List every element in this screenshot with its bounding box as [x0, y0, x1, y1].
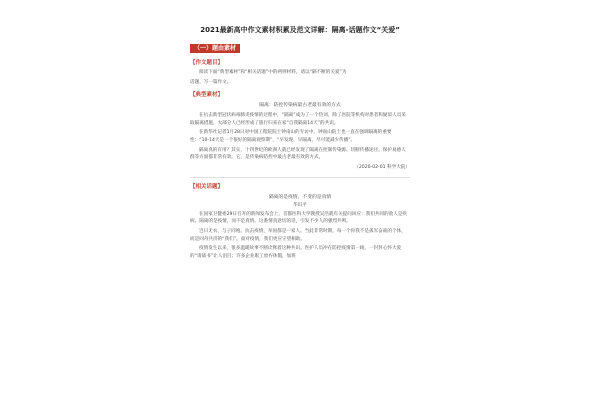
material-paragraph-1: 在抗击新型冠状病毒肺炎疫情的过程中，“隔离”成为了一个热词，除了医院等机构对患者和疑似人员采取隔离措施，大部分人已经形成了旅行归来在家“自我隔离14天”的共识。: [190, 113, 406, 126]
topic-paragraph-2: 岂曰无衣，与子同袍。抗击疫情，举国都是一家人。当此非常时期，每一个你我不是孤军奋战的个体，而是同舟共济的“我们”。面对疫情，我们更应守望相助。: [190, 228, 406, 242]
prompt-paragraph-2: 话题，写一篇作文。: [190, 79, 232, 85]
prompt-paragraph-1: 阅读下面“典型素材”和“相关话题”中的两则材料，请以“隔不断的关爱”为: [199, 70, 347, 75]
subheading-related-topic: 【相关话题】: [190, 183, 224, 190]
material-paragraph-2: 在新华社记者1月28日对中国工程院院士钟南山的专访中，钟南山院士也一直在强调隔离的重要性：“10-14天是一个很好的隔离观察期”，“早发现、早隔离、尽可能减少传播”。: [190, 130, 392, 143]
material-paragraph-3: 隔离真的有用？其实，十四世纪的欧洲人就已经发现了隔离在控制传染源、切断传播途径、保护易感人群等方面都非常有效。它，是传染病防控中最古老最有效的方式。: [190, 147, 406, 161]
subheading-typical-material: 【典型素材】: [190, 92, 224, 99]
divider: [190, 177, 410, 178]
document-page: [190, 26, 410, 260]
topic-author: 华识平: [293, 202, 307, 208]
subheading-essay-prompt: 【作文题目】: [190, 60, 224, 66]
topic-title: 隔离的是疫情，不变的是真情: [268, 194, 332, 200]
material-source: （2020-02-01 科学大院）: [354, 164, 410, 170]
section-badge: （一）题由素材: [190, 44, 240, 53]
topic-paragraph-1: 在国家卫健委29日召开的新闻发布会上，首都医科大学教授吴浩就有关提问回应：我们共同的敌人是疾病。隔离的是疫情，而不是真情。这番情真意切的话，引发不少人的强烈共鸣。: [190, 211, 407, 225]
topic-paragraph-3: 疫情发生以来，很多温暖故事不断诠释着这种共识。医护人员冲在防控疫情第一线，一封封心怀大爱的“请战书”让人泪目；许多企业职工放弃休假，加班: [190, 246, 402, 259]
page-title: 2021最新高中作文素材积累及范文详解：隔离-话题作文“关爱”: [200, 26, 400, 34]
material-title: 隔离：防控传染病最古老最有效的方式: [259, 103, 341, 109]
